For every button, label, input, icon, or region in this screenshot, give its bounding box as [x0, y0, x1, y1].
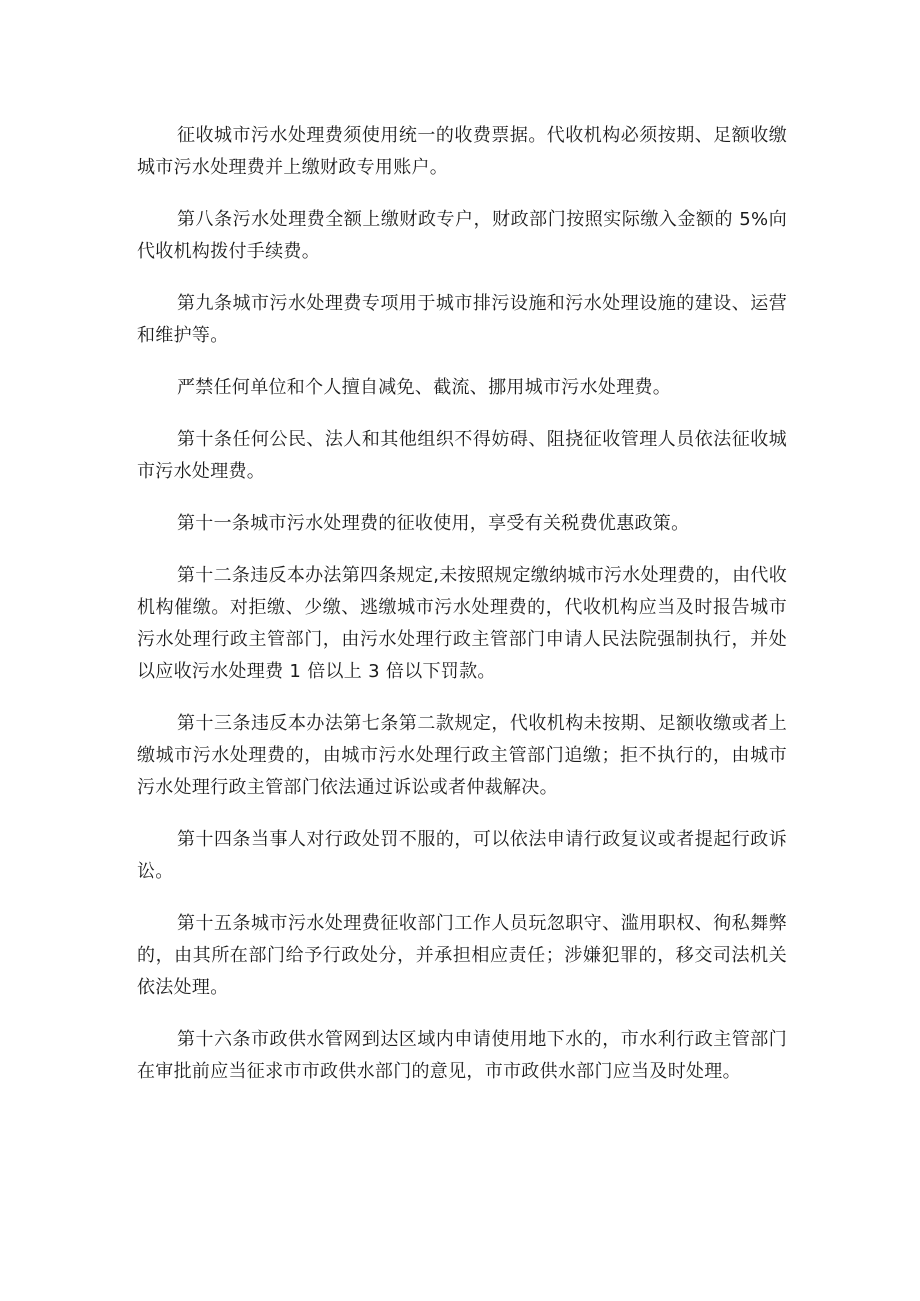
paragraph-article-14: 第十四条当事人对行政处罚不服的，可以依法申请行政复议或者提起行政诉讼。 — [137, 829, 787, 882]
paragraph-fee-receipts: 征收城市污水处理费须使用统一的收费票据。代收机构必须按期、足额收缴城市污水处理费并上缴财政专用账户。 — [137, 125, 787, 178]
paragraph-prohibition: 严禁任何单位和个人擅自减免、截流、挪用城市污水处理费。 — [177, 377, 672, 398]
paragraph-article-12: 第十二条违反本办法第四条规定,未按照规定缴纳城市污水处理费的，由代收机构催缴。对拒缴、少缴、逃缴城市污水处理费的，代收机构应当及时报告城市污水处理行政主管部门，由污水处理行政主管部门申请人民法院强制执行，并处以应收污水处理费 1 倍以上 3 倍以下罚款。 — [137, 565, 787, 682]
paragraph-article-9: 第九条城市污水处理费专项用于城市排污设施和污水处理设施的建设、运营和维护等。 — [137, 293, 787, 346]
paragraph-article-11: 第十一条城市污水处理费的征收使用，享受有关税费优惠政策。 — [177, 513, 690, 534]
paragraph-article-8: 第八条污水处理费全额上缴财政专户，财政部门按照实际缴入金额的 5%向代收机构拨付手续费。 — [137, 209, 787, 262]
paragraph-article-10: 第十条任何公民、法人和其他组织不得妨碍、阻挠征收管理人员依法征收城市污水处理费。 — [137, 429, 787, 482]
document-body — [137, 120, 787, 1108]
paragraph-article-16: 第十六条市政供水管网到达区域内申请使用地下水的，市水利行政主管部门在审批前应当征求市市政供水部门的意见，市市政供水部门应当及时处理。 — [137, 1029, 787, 1082]
paragraph-article-13: 第十三条违反本办法第七条第二款规定，代收机构未按期、足额收缴或者上缴城市污水处理费的，由城市污水处理行政主管部门追缴；拒不执行的，由城市污水处理行政主管部门依法通过诉讼或者仲裁解决。 — [137, 713, 787, 798]
paragraph-article-15: 第十五条城市污水处理费征收部门工作人员玩忽职守、滥用职权、徇私舞弊的，由其所在部门给予行政处分，并承担相应责任；涉嫌犯罪的，移交司法机关依法处理。 — [137, 913, 787, 998]
